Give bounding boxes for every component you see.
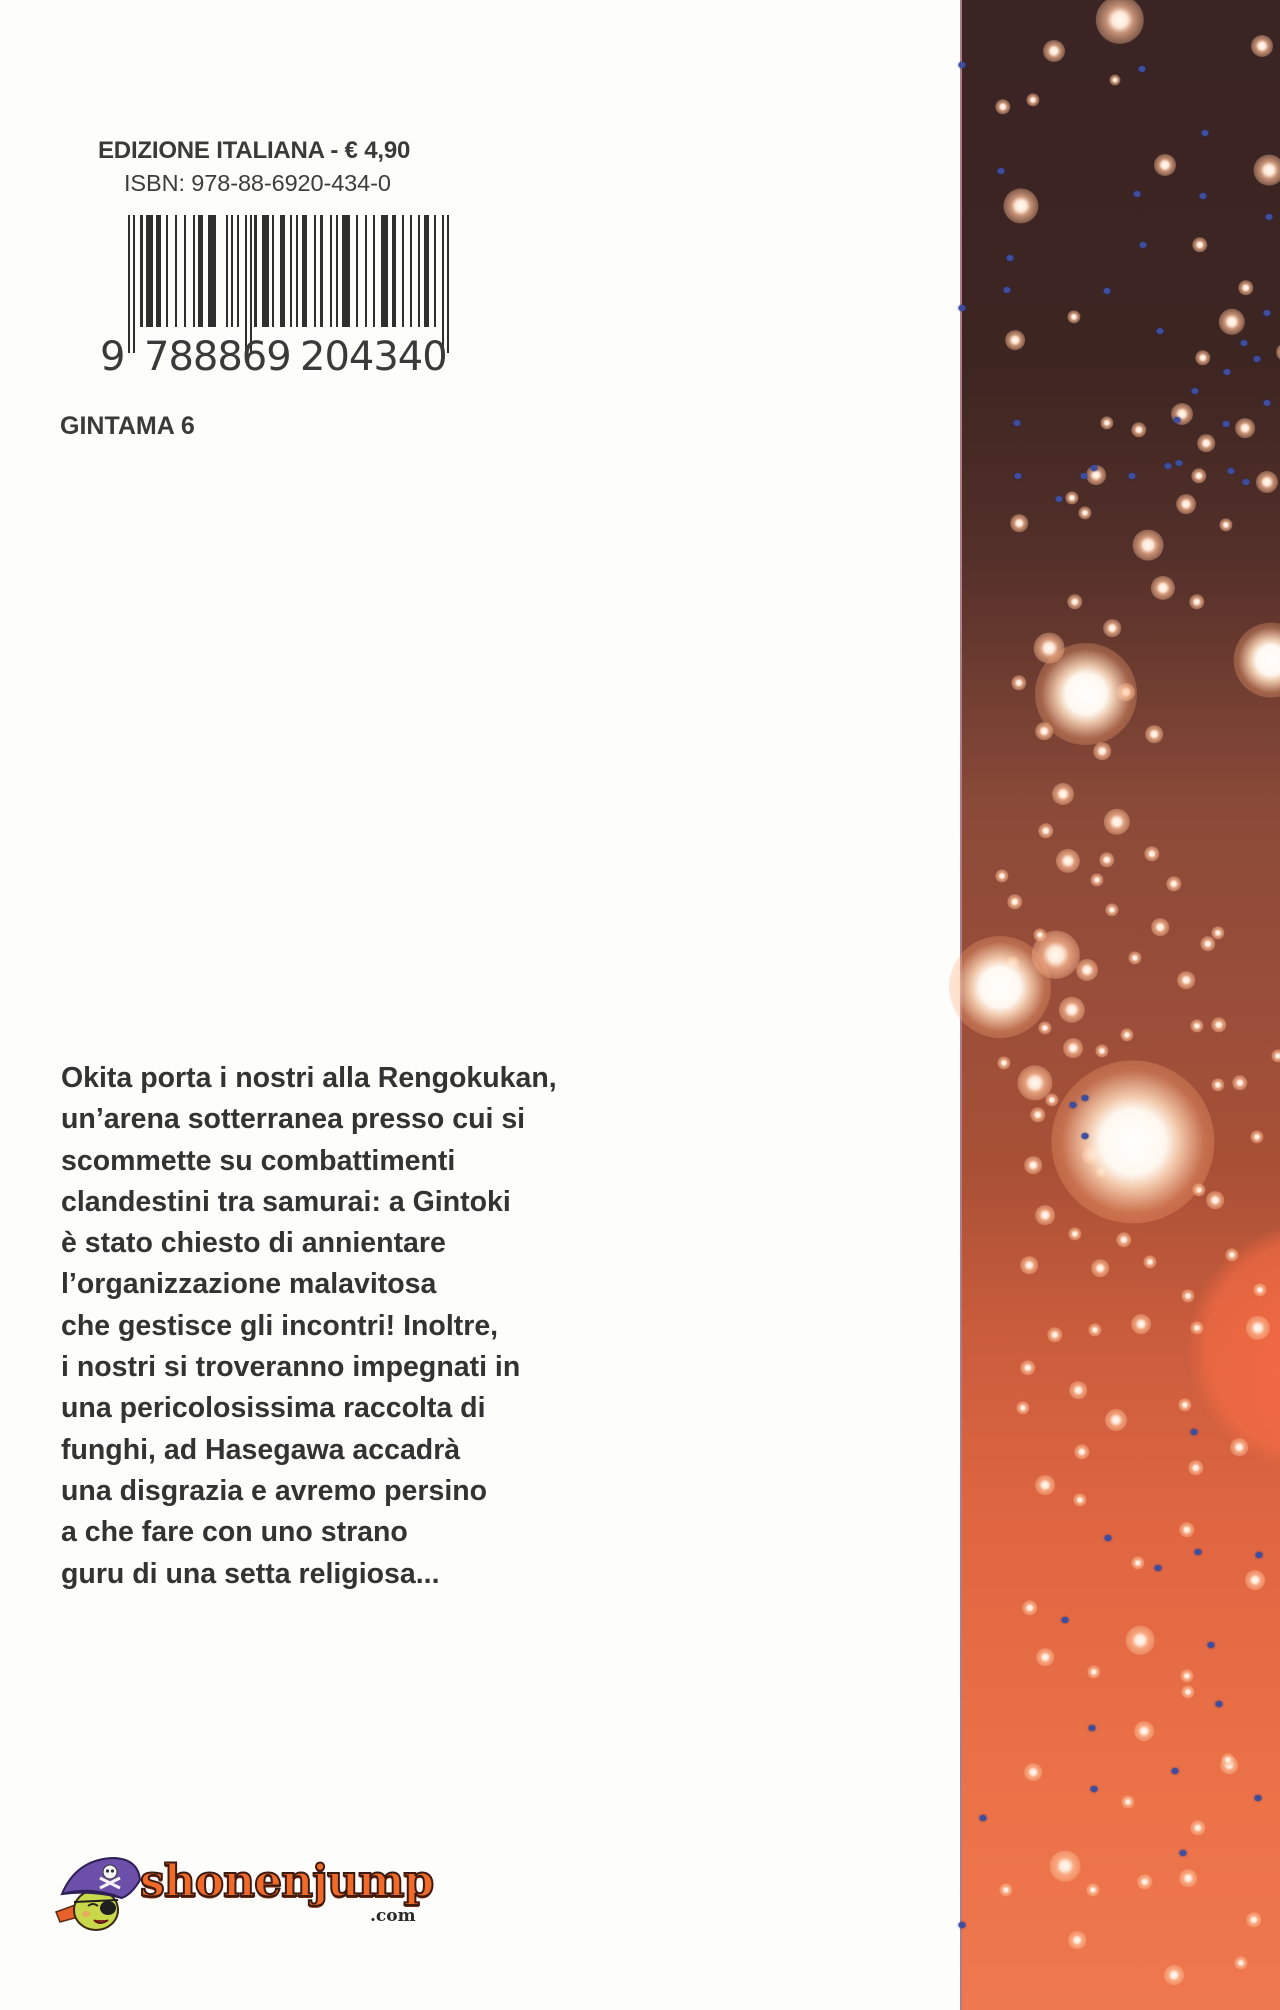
blue-star-dot-icon: [1174, 417, 1181, 423]
star-glow-icon: [1181, 1289, 1194, 1302]
star-glow-icon: [1050, 1851, 1081, 1882]
blue-star-dot-icon: [1165, 463, 1172, 469]
barcode-digits-right: 204340: [300, 334, 447, 380]
star-glow-icon: [1056, 849, 1080, 873]
blue-star-dot-icon: [1104, 288, 1111, 294]
star-glow-icon: [1276, 343, 1280, 361]
star-glow-icon: [1090, 873, 1103, 886]
blue-star-dot-icon: [1223, 421, 1230, 427]
star-glow-icon: [1126, 1626, 1155, 1655]
blue-star-dot-icon: [1081, 473, 1088, 479]
star-glow-icon: [1190, 1321, 1203, 1334]
star-glow-icon: [1250, 1130, 1263, 1143]
star-glow-icon: [1131, 1314, 1151, 1334]
blue-star-dot-icon: [1070, 1102, 1077, 1108]
star-glow-icon: [1191, 468, 1206, 483]
star-glow-icon: [1047, 1327, 1062, 1342]
star-glow-icon: [1128, 951, 1141, 964]
star-glow-icon: [1073, 1493, 1086, 1506]
star-glow-icon: [1068, 1227, 1081, 1240]
star-glow-icon: [997, 1056, 1010, 1069]
star-glow-icon: [1052, 783, 1074, 805]
blue-star-dot-icon: [1089, 1725, 1096, 1731]
star-glow-icon: [1035, 1475, 1055, 1495]
star-glow-icon: [1180, 1669, 1193, 1682]
star-glow-icon: [1088, 1323, 1101, 1336]
star-glow-icon: [1234, 1956, 1247, 1969]
blue-star-dot-icon: [1056, 496, 1063, 502]
star-glow-icon: [1103, 619, 1121, 637]
star-glow-icon: [1091, 1259, 1109, 1277]
blue-star-dot-icon: [1202, 130, 1209, 136]
star-glow-icon: [1087, 1665, 1100, 1678]
star-glow-icon: [1036, 1648, 1054, 1666]
blue-star-dot-icon: [1091, 465, 1098, 471]
star-glow-icon: [995, 869, 1008, 882]
star-glow-icon: [1197, 434, 1215, 452]
blue-star-dot-icon: [1256, 1552, 1263, 1558]
star-glow-icon: [1022, 1600, 1037, 1615]
blue-star-dot-icon: [1134, 191, 1141, 197]
star-glow-icon: [1038, 823, 1053, 838]
blue-star-dot-icon: [1264, 400, 1271, 406]
star-glow-icon: [1254, 155, 1280, 186]
star-glow-icon: [1067, 310, 1080, 323]
star-glow-icon: [1176, 494, 1196, 514]
blue-star-dot-icon: [1172, 1768, 1179, 1774]
barcode-digits-left: 788869: [144, 334, 291, 380]
star-glow-icon: [1100, 416, 1113, 429]
blurb-line: scommette su combattimenti: [61, 1144, 456, 1177]
star-glow-icon: [1095, 1044, 1108, 1057]
star-glow-icon: [1059, 997, 1085, 1023]
blurb-line: funghi, ad Hasegawa accadrà: [61, 1433, 461, 1466]
blue-star-dot-icon: [1140, 242, 1147, 248]
blue-star-dot-icon: [1192, 388, 1199, 394]
blue-star-dot-icon: [1264, 310, 1271, 316]
blue-star-dot-icon: [1266, 214, 1273, 220]
blue-star-dot-icon: [1176, 460, 1183, 466]
blue-star-dot-icon: [980, 1815, 987, 1821]
blue-star-dot-icon: [1014, 420, 1021, 426]
blurb-line: a che fare con uno strano: [61, 1516, 408, 1549]
star-glow-icon: [1067, 594, 1082, 609]
blue-star-dot-icon: [1015, 473, 1022, 479]
blue-star-dot-icon: [1157, 328, 1164, 334]
star-glow-icon: [1179, 1522, 1194, 1537]
star-glow-icon: [1144, 846, 1159, 861]
edition-price-label: EDIZIONE ITALIANA - € 4,90: [98, 137, 411, 164]
blue-star-dot-icon: [1091, 1786, 1098, 1792]
star-glow-icon: [1131, 1556, 1144, 1569]
star-glow-icon: [1189, 594, 1204, 609]
star-glow-icon: [1145, 725, 1163, 743]
star-glow-icon: [1043, 40, 1065, 62]
star-glow-icon: [1086, 1883, 1099, 1896]
star-glow-icon: [1246, 1316, 1270, 1340]
star-glow-icon: [1026, 93, 1039, 106]
star-glow-icon: [1068, 1931, 1086, 1949]
blurb-line: l’organizzazione malavitosa: [61, 1268, 437, 1301]
star-glow-icon: [1069, 1381, 1087, 1399]
star-glow-icon: [1110, 75, 1121, 86]
blue-star-dot-icon: [1180, 1850, 1187, 1856]
star-glow-icon: [1020, 1256, 1038, 1274]
star-glow-icon: [1076, 959, 1098, 981]
star-glow-icon: [1151, 576, 1175, 600]
star-glow-icon: [1105, 903, 1118, 916]
star-glow-icon: [1206, 1191, 1224, 1209]
star-glow-icon: [1007, 894, 1022, 909]
star-glow-icon: [1035, 643, 1137, 745]
star-glow-icon: [1116, 1232, 1131, 1247]
series-volume-title: GINTAMA 6: [60, 412, 195, 440]
star-glow-icon: [1234, 623, 1280, 698]
star-glow-icon: [1120, 1028, 1133, 1041]
star-glow-icon: [1235, 418, 1255, 438]
blue-star-dot-icon: [1004, 287, 1011, 293]
blue-star-dot-icon: [959, 62, 966, 68]
blue-star-dot-icon: [1208, 1642, 1215, 1648]
star-glow-icon: [1251, 35, 1273, 57]
star-glow-icon: [1024, 1156, 1042, 1174]
star-glow-icon: [949, 936, 1051, 1038]
logo-wordmark: shonenjump: [140, 1856, 434, 1907]
star-glow-icon: [1093, 742, 1111, 760]
blue-star-dot-icon: [959, 305, 966, 311]
blue-star-dot-icon: [1216, 1701, 1223, 1707]
blue-star-dot-icon: [1082, 1095, 1089, 1101]
ean-barcode: [100, 212, 470, 382]
blue-star-dot-icon: [1224, 369, 1231, 375]
star-glow-icon: [1154, 154, 1176, 176]
cosmic-starfield-strip: [960, 0, 1280, 2010]
star-glow-icon: [1181, 1685, 1194, 1698]
star-glow-icon: [1105, 1409, 1127, 1431]
star-glow-icon: [1078, 506, 1091, 519]
star-glow-icon: [1219, 518, 1232, 531]
blue-star-dot-icon: [1082, 1133, 1089, 1139]
blurb-line: che gestisce gli incontri! Inoltre,: [61, 1309, 499, 1342]
star-glow-icon: [1211, 926, 1224, 939]
blue-star-dot-icon: [1191, 1429, 1198, 1435]
star-glow-icon: [1245, 1570, 1265, 1590]
star-glow-icon: [1195, 350, 1210, 365]
star-glow-icon: [1024, 1763, 1042, 1781]
star-glow-icon: [1179, 1869, 1197, 1887]
star-glow-icon: [1271, 1049, 1280, 1062]
star-glow-icon: [1121, 1795, 1134, 1808]
blue-star-dot-icon: [1241, 340, 1248, 346]
star-glow-icon: [1131, 422, 1146, 437]
blue-star-dot-icon: [1200, 193, 1207, 199]
star-glow-icon: [1134, 1721, 1154, 1741]
star-glow-icon: [1211, 1017, 1226, 1032]
star-glow-icon: [1256, 471, 1278, 493]
star-glow-icon: [1045, 1093, 1058, 1106]
star-glow-icon: [1011, 675, 1026, 690]
synopsis-blurb: [61, 1058, 701, 1595]
star-glow-icon: [1063, 1038, 1083, 1058]
blurb-line: clandestini tra samurai: a Gintoki: [61, 1185, 511, 1218]
star-glow-icon: [1035, 1205, 1055, 1225]
star-glow-icon: [1211, 1078, 1224, 1091]
star-glow-icon: [1003, 188, 1038, 223]
star-glow-icon: [1030, 1107, 1045, 1122]
star-glow-icon: [1188, 1460, 1203, 1475]
star-glow-icon: [1151, 918, 1169, 936]
blurb-line: i nostri si troveranno impegnati in: [61, 1351, 521, 1384]
star-glow-icon: [1190, 1019, 1203, 1032]
star-glow-icon: [1096, 0, 1144, 44]
blue-star-dot-icon: [998, 168, 1005, 174]
star-glow-icon: [1190, 1820, 1205, 1835]
blurb-line: è stato chiesto di annientare: [61, 1227, 446, 1260]
blurb-line: guru di una setta religiosa...: [61, 1557, 440, 1590]
blue-star-dot-icon: [1155, 1565, 1162, 1571]
blurb-line: una pericolosissima raccolta di: [61, 1392, 486, 1425]
star-glow-icon: [1020, 1360, 1035, 1375]
blue-star-dot-icon: [959, 1922, 966, 1928]
star-glow-icon: [1074, 1444, 1089, 1459]
star-glow-icon: [1219, 309, 1245, 335]
star-glow-icon: [1065, 491, 1078, 504]
shonenjump-logo: [52, 1850, 482, 1940]
blue-star-dot-icon: [1062, 1617, 1069, 1623]
blue-star-dot-icon: [1105, 1535, 1112, 1541]
blue-star-dot-icon: [1243, 479, 1250, 485]
star-glow-icon: [1225, 1248, 1238, 1261]
blurb-line: Okita porta i nostri alla Rengokukan,: [61, 1062, 557, 1094]
star-glow-icon: [1137, 1874, 1152, 1889]
star-glow-icon: [1164, 1965, 1184, 1985]
pirate-mascot-icon: [52, 1850, 147, 1940]
star-glow-icon: [1104, 809, 1130, 835]
star-glow-icon: [1010, 514, 1028, 532]
blue-star-dot-icon: [1007, 255, 1014, 261]
star-glow-icon: [1246, 1912, 1261, 1927]
star-glow-icon: [1200, 936, 1215, 951]
star-glow-icon: [1253, 1283, 1266, 1296]
blue-star-dot-icon: [1139, 66, 1146, 72]
star-glow-icon: [1177, 971, 1195, 989]
star-glow-icon: [1051, 1060, 1214, 1223]
star-glow-icon: [1166, 876, 1181, 891]
blue-star-dot-icon: [1228, 468, 1235, 474]
blue-star-dot-icon: [1195, 1549, 1202, 1555]
star-glow-icon: [1232, 1075, 1247, 1090]
blue-star-dot-icon: [1254, 356, 1261, 362]
star-glow-icon: [995, 99, 1010, 114]
star-glow-icon: [1038, 1021, 1051, 1034]
star-glow-icon: [1238, 280, 1253, 295]
star-glow-icon: [1005, 330, 1025, 350]
star-glow-icon: [1133, 530, 1164, 561]
isbn-label: ISBN: 978-88-6920-434-0: [124, 170, 391, 196]
blue-star-dot-icon: [1255, 1795, 1262, 1801]
blurb-line: una disgrazia e avremo persino: [61, 1474, 488, 1507]
star-glow-icon: [999, 1883, 1012, 1896]
barcode-digit-first: 9: [100, 334, 126, 380]
star-glow-icon: [1016, 1401, 1029, 1414]
blurb-line: un’arena sotterranea presso cui si: [61, 1103, 526, 1136]
star-glow-icon: [1192, 237, 1207, 252]
star-glow-icon: [1099, 852, 1114, 867]
logo-domain-suffix: .com: [370, 1906, 416, 1926]
star-glow-icon: [1178, 1398, 1191, 1411]
blue-star-dot-icon: [1129, 473, 1136, 479]
star-glow-icon: [1143, 1255, 1156, 1268]
star-glow-icon: [1230, 1438, 1248, 1456]
